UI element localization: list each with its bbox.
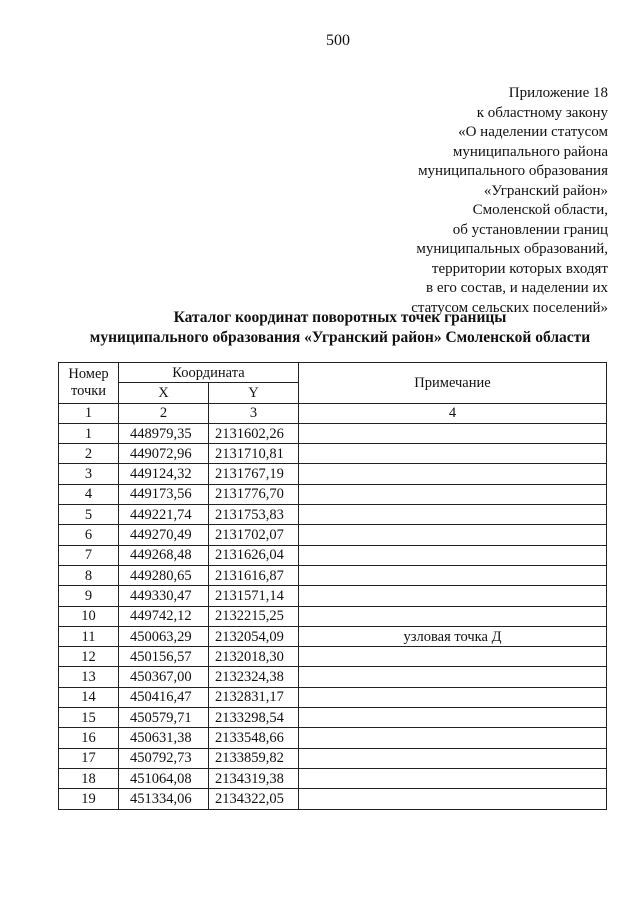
point-note (299, 708, 607, 728)
point-note (299, 789, 607, 809)
coordinate-x: 450416,47 (119, 687, 209, 707)
point-note (299, 728, 607, 748)
coordinate-x: 449268,48 (119, 545, 209, 565)
appendix-line: муниципального образования (418, 163, 608, 179)
point-number: 6 (59, 525, 119, 545)
coordinate-y: 2131571,14 (209, 586, 299, 606)
point-note (299, 545, 607, 565)
table-row (59, 525, 607, 545)
point-note (299, 687, 607, 707)
title-line-1: Каталог координат поворотных точек границы (173, 309, 507, 326)
coordinate-y: 2131616,87 (209, 565, 299, 585)
point-number: 17 (59, 748, 119, 768)
coordinate-x: 449072,96 (119, 444, 209, 464)
coordinate-y: 2131753,83 (209, 505, 299, 525)
table-body (59, 423, 607, 809)
appendix-line: статусом сельских поселений» (411, 299, 608, 316)
coordinate-x: 450063,29 (119, 626, 209, 646)
coordinate-y: 2131702,07 (209, 525, 299, 545)
appendix-line: об установлении границ (452, 221, 608, 238)
point-number: 11 (59, 626, 119, 646)
column-number-1: 1 (59, 403, 119, 423)
table-row (59, 606, 607, 626)
coordinate-y: 2132324,38 (209, 667, 299, 687)
coordinate-y: 2134319,38 (209, 768, 299, 788)
coordinate-y: 2134322,05 (209, 789, 299, 809)
point-number: 15 (59, 708, 119, 728)
column-number-4: 4 (299, 403, 607, 423)
table-row (59, 748, 607, 768)
point-note (299, 505, 607, 525)
table-row (59, 687, 607, 707)
coordinate-y: 2132018,30 (209, 647, 299, 667)
coordinate-x: 450579,71 (119, 708, 209, 728)
coordinate-y: 2131767,19 (209, 464, 299, 484)
coordinate-y: 2131602,26 (209, 423, 299, 443)
coordinate-y: 2131776,70 (209, 484, 299, 504)
coordinate-x: 449280,65 (119, 565, 209, 585)
point-number: 5 (59, 505, 119, 525)
coordinate-y: 2133298,54 (209, 708, 299, 728)
appendix-line: территории которых входят (431, 260, 608, 277)
column-number-3: 3 (209, 403, 299, 423)
coordinate-x: 451334,06 (119, 789, 209, 809)
point-number: 19 (59, 789, 119, 809)
coordinate-x: 449124,32 (119, 464, 209, 484)
point-number: 18 (59, 768, 119, 788)
point-note (299, 768, 607, 788)
table-row (59, 647, 607, 667)
coordinate-x: 449173,56 (119, 484, 209, 504)
header-number (59, 363, 119, 404)
coordinate-x: 450156,57 (119, 647, 209, 667)
appendix-line: «Угранский район» (483, 182, 608, 199)
point-number: 13 (59, 667, 119, 687)
point-number: 10 (59, 606, 119, 626)
coordinate-y: 2133859,82 (209, 748, 299, 768)
point-number: 12 (59, 647, 119, 667)
point-note: узловая точка Д (299, 626, 607, 646)
coordinate-x: 450367,00 (119, 667, 209, 687)
table-row (59, 728, 607, 748)
coordinate-x: 450792,73 (119, 748, 209, 768)
header-note: Примечание (299, 363, 607, 404)
coordinate-y: 2132215,25 (209, 606, 299, 626)
coordinate-x: 449270,49 (119, 525, 209, 545)
table-row (59, 565, 607, 585)
appendix-line: муниципального района (452, 143, 608, 160)
point-number: 8 (59, 565, 119, 585)
header-x: X (119, 383, 209, 403)
appendix-line: в его состав, и наделении их (426, 280, 608, 296)
point-note (299, 484, 607, 504)
point-note (299, 667, 607, 687)
table-row (59, 423, 607, 443)
point-note (299, 525, 607, 545)
point-note (299, 444, 607, 464)
point-note (299, 464, 607, 484)
coordinate-y: 2131710,81 (209, 444, 299, 464)
page-number: 500 (326, 32, 350, 49)
header-coordinate: Координата (119, 363, 299, 383)
point-note (299, 606, 607, 626)
table-row (59, 586, 607, 606)
point-note (299, 565, 607, 585)
coordinates-table (58, 362, 607, 810)
coordinate-x: 449330,47 (119, 586, 209, 606)
coordinate-x: 448979,35 (119, 423, 209, 443)
point-number: 14 (59, 687, 119, 707)
point-note (299, 586, 607, 606)
point-number: 3 (59, 464, 119, 484)
point-number: 7 (59, 545, 119, 565)
coordinate-x: 451064,08 (119, 768, 209, 788)
document-title (50, 308, 630, 348)
header-y: Y (209, 383, 299, 403)
column-number-2: 2 (119, 403, 209, 423)
appendix-line: муниципальных образований, (416, 241, 608, 257)
table-row (59, 545, 607, 565)
appendix-line: «О наделении статусом (458, 124, 608, 140)
point-note (299, 748, 607, 768)
coordinate-y: 2132054,09 (209, 626, 299, 646)
coordinate-y: 2131626,04 (209, 545, 299, 565)
table-row (59, 464, 607, 484)
point-number: 16 (59, 728, 119, 748)
table-row (59, 505, 607, 525)
appendix-line: Смоленской области, (472, 202, 608, 218)
header-number-label: Номер точки (68, 365, 109, 399)
point-number: 2 (59, 444, 119, 464)
coordinate-x: 449221,74 (119, 505, 209, 525)
coordinate-y: 2133548,66 (209, 728, 299, 748)
point-number: 1 (59, 423, 119, 443)
point-number: 4 (59, 484, 119, 504)
appendix-line: к областному закону (476, 104, 608, 121)
table-row (59, 444, 607, 464)
table-row (59, 789, 607, 809)
title-line-2: муниципального образования «Угранский район» Смоленской области (89, 329, 591, 346)
table-row (59, 768, 607, 788)
table-row (59, 626, 607, 646)
appendix-header (248, 84, 608, 318)
appendix-line: Приложение 18 (508, 85, 608, 101)
point-number: 9 (59, 586, 119, 606)
table-row (59, 484, 607, 504)
point-note (299, 423, 607, 443)
coordinate-x: 450631,38 (119, 728, 209, 748)
point-note (299, 647, 607, 667)
table-row (59, 708, 607, 728)
coordinate-y: 2132831,17 (209, 687, 299, 707)
coordinate-x: 449742,12 (119, 606, 209, 626)
table-row (59, 667, 607, 687)
